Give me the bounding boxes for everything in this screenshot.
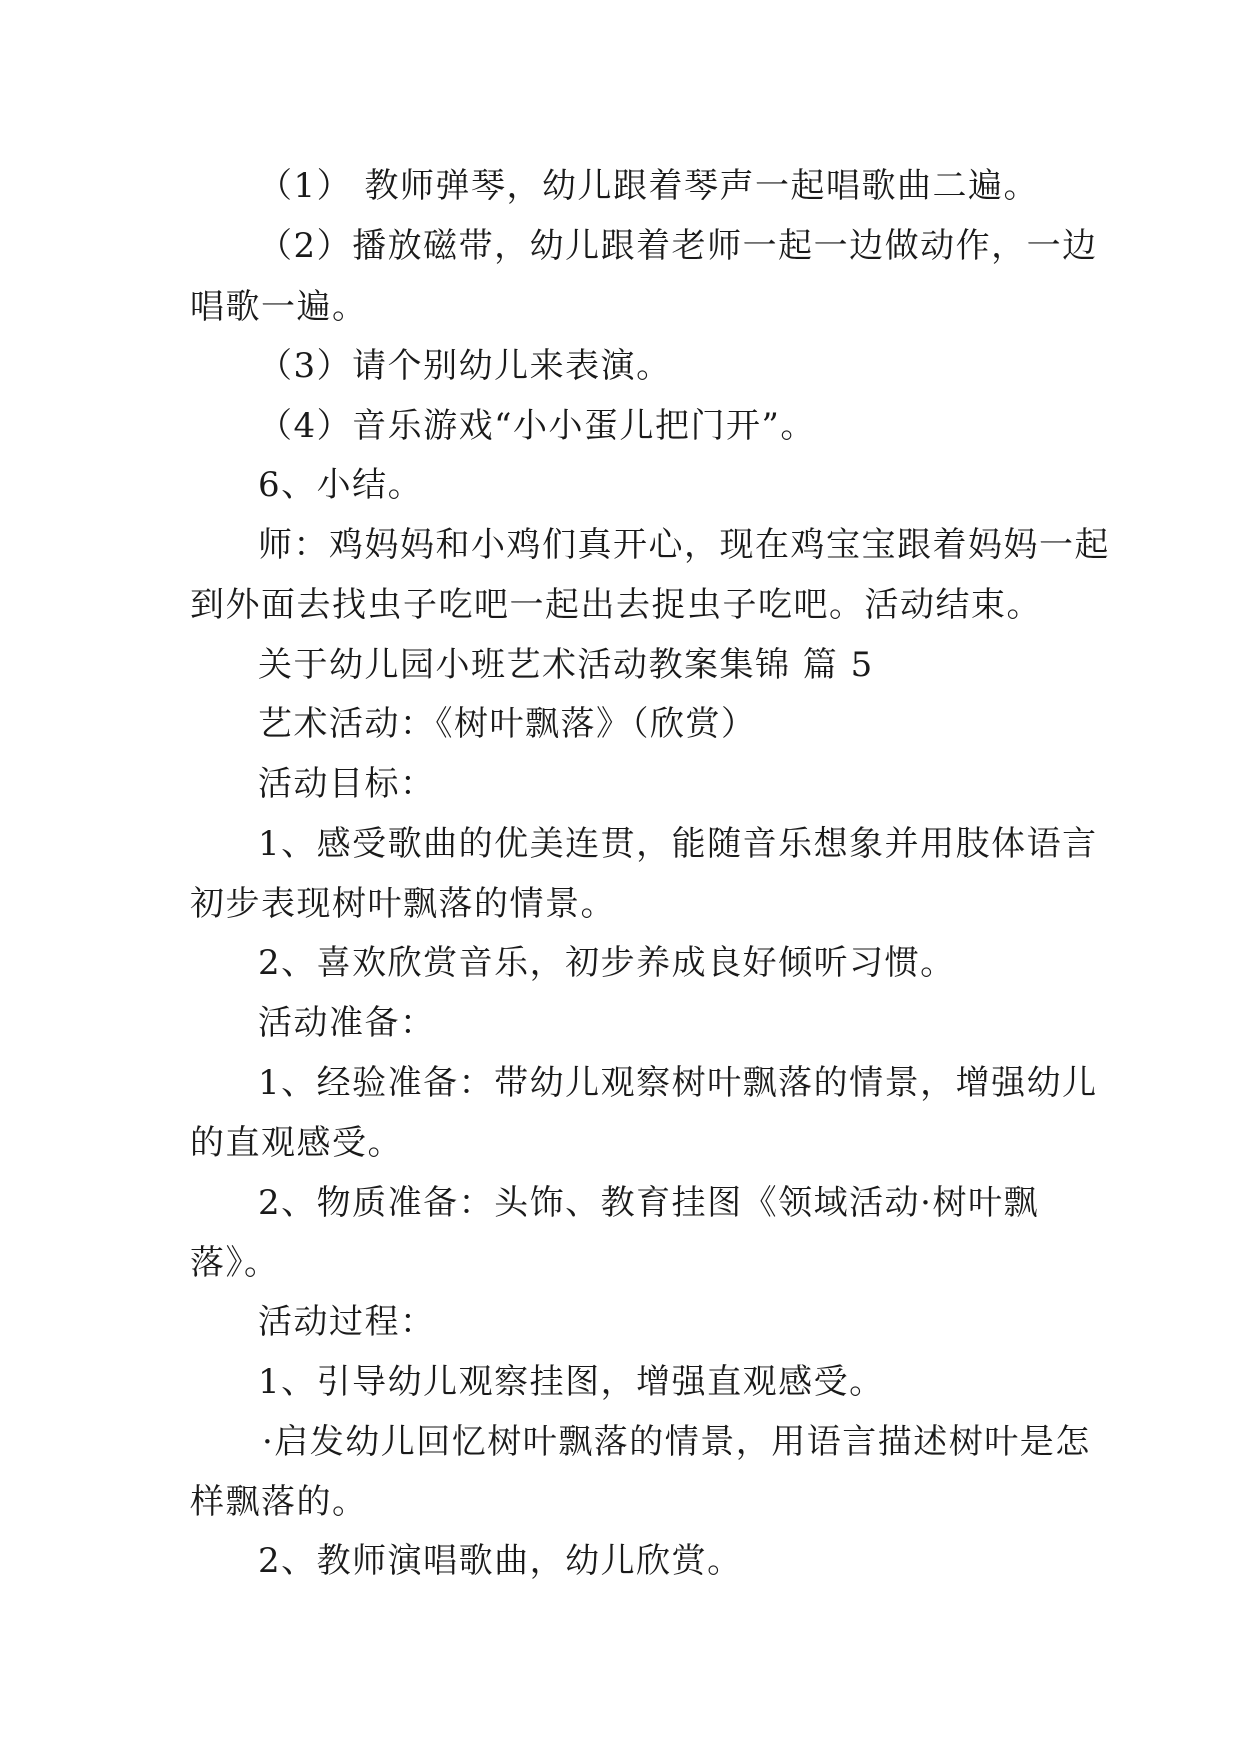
text-line: 师：鸡妈妈和小鸡们真开心，现在鸡宝宝跟着妈妈一起 — [258, 525, 1110, 565]
section-heading: 关于幼儿园小班艺术活动教案集锦 篇 5 — [258, 645, 874, 685]
text-line: 落》。 — [190, 1243, 280, 1283]
text-line: （1） 教师弹琴，幼儿跟着琴声一起唱歌曲二遍。 — [258, 166, 1039, 206]
text-line: 2、喜欢欣赏音乐，初步养成良好倾听习惯。 — [258, 943, 956, 983]
text-line: 1、感受歌曲的优美连贯，能随音乐想象并用肢体语言 — [258, 824, 1098, 864]
text-line: 初步表现树叶飘落的情景。 — [190, 884, 616, 924]
text-line: 2、物质准备：头饰、教育挂图《领域活动·树叶飘 — [258, 1183, 1039, 1223]
text-line: 6、小结。 — [258, 465, 424, 505]
text-line: 1、引导幼儿观察挂图，增强直观感受。 — [258, 1362, 885, 1402]
text-line: 活动准备： — [258, 1003, 436, 1043]
text-line: 活动目标： — [258, 764, 436, 804]
text-line: 2、教师演唱歌曲，幼儿欣赏。 — [258, 1541, 743, 1581]
text-line: 的直观感受。 — [190, 1123, 403, 1163]
text-line: （3）请个别幼儿来表演。 — [258, 346, 672, 386]
text-line: ·启发幼儿回忆树叶飘落的情景，用语言描述树叶是怎 — [262, 1422, 1091, 1462]
text-line: （2）播放磁带，幼儿跟着老师一起一边做动作，一边 — [258, 226, 1098, 266]
text-line: 到外面去找虫子吃吧一起出去捉虫子吃吧。活动结束。 — [190, 585, 1042, 625]
text-line: 活动过程： — [258, 1302, 436, 1342]
text-line: 样飘落的。 — [190, 1482, 368, 1522]
text-line: 唱歌一遍。 — [190, 287, 368, 327]
text-line: 1、经验准备：带幼儿观察树叶飘落的情景，增强幼儿 — [258, 1063, 1098, 1103]
activity-title: 艺术活动：《树叶飘落》（欣赏） — [258, 704, 757, 744]
text-line: （4）音乐游戏“小小蛋儿把门开”。 — [258, 406, 816, 446]
